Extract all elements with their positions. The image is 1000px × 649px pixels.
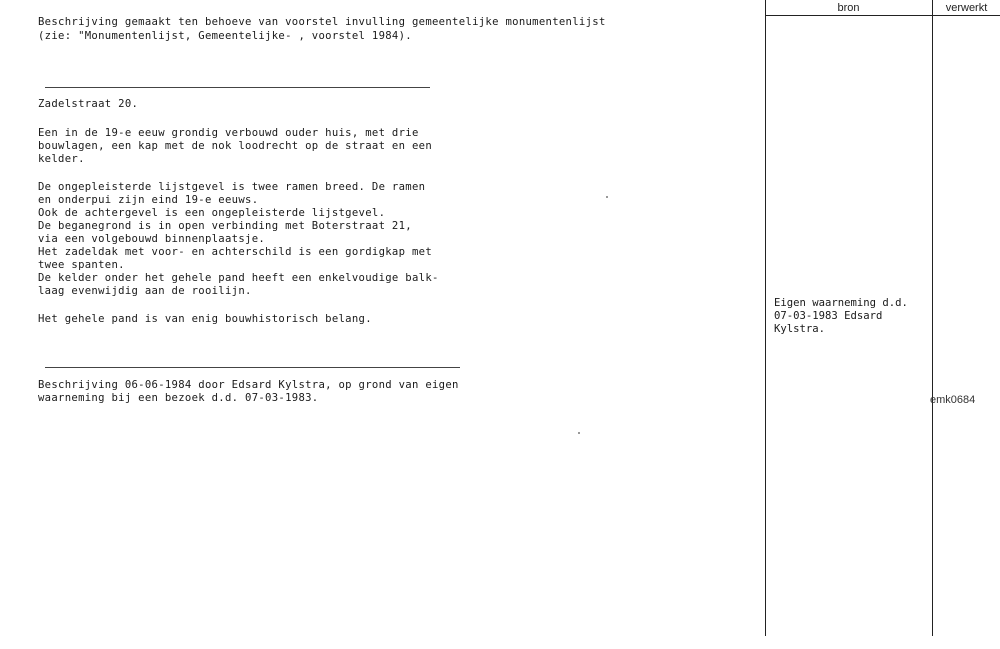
paragraph2-line-9: laag evenwijdig aan de rooilijn. xyxy=(38,285,252,297)
scan-speck xyxy=(606,196,608,198)
paragraph2-line-8: De kelder onder het gehele pand heeft een enkelvoudige balk- xyxy=(38,272,439,284)
paragraph2-line-6: Het zadeldak met voor- en achterschild is een gordigkap met xyxy=(38,246,432,258)
address-heading: Zadelstraat 20. xyxy=(38,98,139,110)
bron-header: bron xyxy=(837,2,860,14)
top-divider xyxy=(45,87,430,88)
paragraph2-line-5: via een volgebouwd binnenplaatsje. xyxy=(38,233,266,245)
verwerkt-code: emk0684 xyxy=(930,394,976,406)
paragraph1-line-3: kelder. xyxy=(38,153,85,165)
paragraph2-line-2: en onderpui zijn eind 19-e eeuws. xyxy=(38,194,259,206)
paragraph3: Het gehele pand is van enig bouwhistorisch belang. xyxy=(38,313,372,325)
bron-note-line-2: 07-03-1983 Edsard xyxy=(774,310,883,322)
verwerkt-header: verwerkt xyxy=(945,2,988,14)
paragraph2-line-3: Ook de achtergevel is een ongepleisterde lijstgevel. xyxy=(38,207,386,219)
footer-line-2: waarneming bij een bezoek d.d. 07-03-1983. xyxy=(38,392,319,404)
paragraph2-line-7: twee spanten. xyxy=(38,259,125,271)
intro-line-1: Beschrijving gemaakt ten behoeve van voorstel invulling gemeentelijke monumentenlijst xyxy=(38,16,606,28)
intro-line-2: (zie: "Monumentenlijst, Gemeentelijke- , voorstel 1984). xyxy=(38,30,412,42)
paragraph1-line-2: bouwlagen, een kap met de nok loodrecht op de straat en een xyxy=(38,140,432,152)
bron-column-left-border xyxy=(765,0,766,636)
paragraph2-line-4: De beganegrond is in open verbinding met Boterstraat 21, xyxy=(38,220,412,232)
verwerkt-column-left-border xyxy=(932,0,933,636)
paragraph1-line-1: Een in de 19-e eeuw grondig verbouwd ouder huis, met drie xyxy=(38,127,419,139)
bron-note-line-3: Kylstra. xyxy=(774,323,826,335)
bron-note-line-1: Eigen waarneming d.d. xyxy=(774,297,908,309)
scan-speck xyxy=(578,432,580,434)
footer-line-1: Beschrijving 06-06-1984 door Edsard Kylstra, op grond van eigen xyxy=(38,379,459,391)
bottom-divider xyxy=(45,367,460,368)
paragraph2-line-1: De ongepleisterde lijstgevel is twee ramen breed. De ramen xyxy=(38,181,426,193)
column-header-underline xyxy=(765,15,1000,16)
